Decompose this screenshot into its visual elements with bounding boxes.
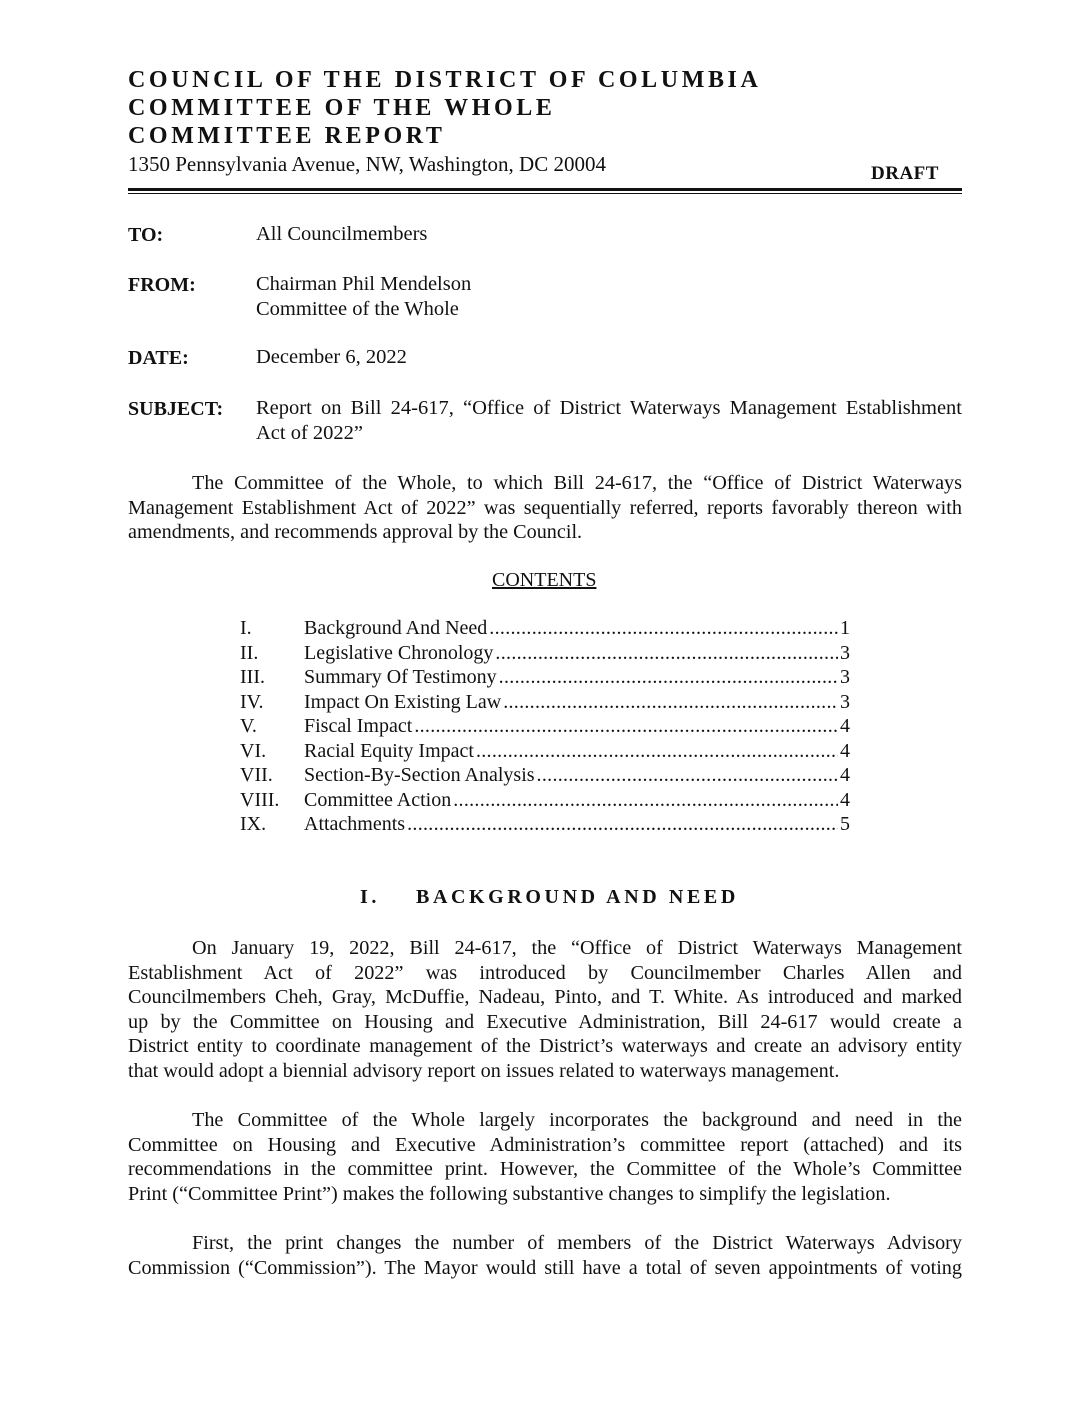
from-value-committee: Committee of the Whole: [256, 298, 459, 320]
toc-title: Fiscal Impact: [304, 715, 413, 737]
toc-row[interactable]: [240, 740, 850, 765]
toc-title: Section-By-Section Analysis: [304, 764, 535, 786]
toc-number: VIII.: [240, 788, 280, 811]
toc-title: Legislative Chronology: [304, 641, 494, 664]
paragraph-line: recommendations in the committee print. However, the Committee of the Whole’s Committee: [128, 1158, 962, 1180]
section-heading: BACKGROUND AND NEED: [416, 886, 739, 908]
toc-leader: [503, 691, 838, 714]
intro-line: Management Establishment Act of 2022” was sequentially referred, reports favorably thereon with: [128, 496, 962, 519]
paragraph-line: The Committee of the Whole largely incorporates the background and need in the: [192, 1109, 962, 1131]
toc-leader: [414, 715, 838, 738]
subject-value-line1: Report on Bill 24-617, “Office of District Waterways Management Establishment: [256, 397, 962, 419]
table-of-contents: [240, 617, 850, 838]
draft-label: DRAFT: [871, 163, 939, 184]
background-paragraph-3: [128, 1231, 962, 1280]
toc-number: II.: [240, 641, 259, 664]
paragraph-line: that would adopt a biennial advisory report on issues related to waterways management.: [128, 1059, 840, 1082]
toc-title: Summary Of Testimony: [304, 666, 497, 688]
date-value: December 6, 2022: [256, 346, 407, 368]
toc-number: I.: [240, 617, 252, 639]
toc-number: V.: [240, 715, 257, 737]
toc-title: Attachments: [304, 813, 406, 835]
toc-number: VII.: [240, 764, 273, 786]
paragraph-line: Committee on Housing and Executive Administration’s committee report (attached) and its: [128, 1133, 962, 1156]
to-label: TO:: [128, 224, 164, 246]
toc-page: 3: [840, 641, 850, 664]
toc-row[interactable]: [240, 642, 850, 667]
toc-leader: [499, 666, 838, 689]
toc-leader: [489, 617, 838, 640]
background-paragraph-1: [128, 936, 962, 1083]
toc-row[interactable]: [240, 764, 850, 789]
toc-title: Impact On Existing Law: [304, 690, 502, 713]
paragraph-line: up by the Committee on Housing and Executive Administration, Bill 24-617 would create a: [128, 1010, 962, 1033]
toc-row[interactable]: [240, 617, 850, 642]
address: 1350 Pennsylvania Avenue, NW, Washington, DC 20004: [128, 152, 606, 176]
from-label: FROM:: [128, 274, 196, 296]
toc-row[interactable]: [240, 715, 850, 740]
section-number: I.: [360, 886, 380, 908]
toc-number: IX.: [240, 813, 267, 835]
toc-row[interactable]: [240, 789, 850, 814]
contents-title: CONTENTS: [492, 569, 597, 591]
toc-row[interactable]: [240, 666, 850, 691]
from-value-name: Chairman Phil Mendelson: [256, 273, 472, 295]
paragraph-line: Establishment Act of 2022” was introduced by Councilmember Charles Allen and: [128, 961, 962, 984]
intro-paragraph: [128, 471, 962, 545]
toc-title: Background And Need: [304, 617, 488, 639]
date-label: DATE:: [128, 347, 189, 369]
toc-page: 4: [840, 764, 850, 786]
toc-title: Racial Equity Impact: [304, 739, 474, 762]
header-rule-thick: [128, 188, 962, 191]
toc-page: 5: [840, 813, 850, 835]
subject-value-line2: Act of 2022”: [256, 422, 364, 444]
intro-line: amendments, and recommends approval by the Council.: [128, 521, 583, 543]
toc-row[interactable]: [240, 813, 850, 838]
toc-leader: [476, 740, 838, 763]
toc-leader: [537, 764, 838, 787]
toc-number: IV.: [240, 690, 264, 713]
toc-number: VI.: [240, 739, 267, 762]
toc-leader: [495, 642, 838, 665]
header-rule-thin: [128, 193, 962, 194]
subject-label: SUBJECT:: [128, 398, 224, 420]
paragraph-line: Commission (“Commission”). The Mayor would still have a total of seven appointments of voting: [128, 1256, 962, 1279]
paragraph-line: On January 19, 2022, Bill 24-617, the “Office of District Waterways Management: [192, 937, 962, 959]
toc-page: 4: [840, 788, 850, 811]
background-paragraph-2: [128, 1108, 962, 1206]
council-name: COUNCIL OF THE DISTRICT OF COLUMBIA: [128, 67, 762, 93]
toc-number: III.: [240, 666, 265, 688]
paragraph-line: Print (“Committee Print”) makes the following substantive changes to simplify the legislation.: [128, 1182, 891, 1205]
toc-title: Committee Action: [304, 788, 452, 811]
to-value: All Councilmembers: [256, 223, 428, 245]
toc-page: 3: [840, 690, 850, 713]
paragraph-line: Councilmembers Cheh, Gray, McDuffie, Nadeau, Pinto, and T. White. As introduced and marked: [128, 986, 962, 1008]
toc-page: 4: [840, 715, 850, 737]
paragraph-line: First, the print changes the number of members of the District Waterways Advisory: [192, 1232, 962, 1254]
toc-leader: [407, 813, 838, 836]
paragraph-line: District entity to coordinate management of the District’s waterways and create an advisory entity: [128, 1035, 962, 1057]
toc-page: 1: [840, 617, 850, 639]
committee-name: COMMITTEE OF THE WHOLE: [128, 95, 556, 121]
toc-leader: [453, 789, 838, 812]
report-type: COMMITTEE REPORT: [128, 123, 446, 149]
toc-row[interactable]: [240, 691, 850, 716]
toc-page: 4: [840, 739, 850, 762]
toc-page: 3: [840, 666, 850, 688]
intro-line: The Committee of the Whole, to which Bill 24-617, the “Office of District Waterways: [192, 472, 962, 494]
